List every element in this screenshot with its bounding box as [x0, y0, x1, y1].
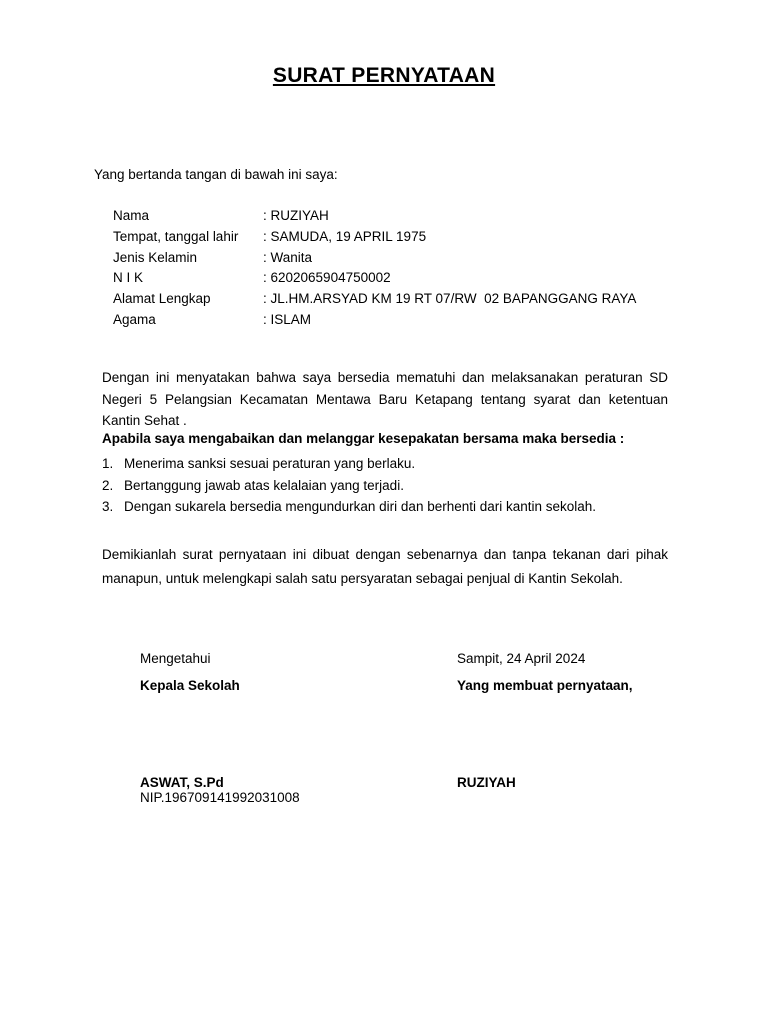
list-text: Dengan sukarela bersedia mengundurkan diri dan berhenti dari kantin sekolah.: [124, 499, 597, 514]
statement-paragraph: Dengan ini menyatakan bahwa saya bersedia mematuhi dan melaksanakan peraturan SD Negeri 5 Pelangsian Kecamatan Mentawa Baru Ketapang tentang syarat dan ketentuan Kantin Sehat .: [102, 370, 668, 428]
page-title: SURAT PERNYATAAN: [272, 64, 496, 87]
identity-label: Alamat Lengkap: [113, 291, 211, 307]
identity-value: : RUZIYAH: [263, 208, 329, 223]
conditions-list: [102, 453, 596, 518]
closing-paragraph: Demikianlah surat pernyataan ini dibuat dengan sebenarnya dan tanpa tekanan dari pihak manapun, untuk melengkapi salah satu persyaratan sebagai penjual di Kantin Sekolah.: [102, 547, 668, 586]
intro-text: Yang bertanda tangan di bawah ini saya:: [94, 167, 338, 182]
declarant-name: RUZIYAH: [457, 775, 516, 790]
list-text: Menerima sanksi sesuai peraturan yang berlaku.: [124, 456, 416, 471]
list-number: 1.: [102, 456, 114, 471]
list-number: 2.: [102, 477, 114, 493]
principal-title: Kepala Sekolah: [140, 678, 240, 693]
list-text: Bertanggung jawab atas kelalaian yang terjadi.: [124, 477, 404, 493]
identity-label: N I K: [113, 270, 144, 286]
list-item: [102, 453, 596, 475]
identity-label: Tempat, tanggal lahir: [113, 228, 239, 244]
identity-table: [113, 206, 636, 331]
identity-value: : 6202065904750002: [263, 270, 391, 286]
identity-row-nik: [113, 268, 636, 289]
conditions-heading: Apabila saya mengabaikan dan melanggar kesepakatan bersama maka bersedia :: [102, 431, 625, 446]
identity-value: : ISLAM: [263, 311, 312, 327]
identity-label: Jenis Kelamin: [113, 249, 198, 265]
identity-row-name: [113, 206, 636, 227]
identity-value: : SAMUDA, 19 APRIL 1975: [263, 228, 427, 244]
identity-value: : Wanita: [263, 249, 313, 265]
acknowledged-label: Mengetahui: [140, 651, 211, 666]
identity-value: : JL.HM.ARSYAD KM 19 RT 07/RW 02 BAPANGGANG RAYA: [263, 291, 637, 307]
declarant-role: Yang membuat pernyataan,: [457, 678, 633, 693]
place-date: Sampit, 24 April 2024: [457, 651, 586, 666]
identity-row-gender: [113, 248, 636, 269]
principal-name: ASWAT, S.Pd: [140, 775, 224, 790]
list-item: [102, 475, 596, 497]
list-item: [102, 496, 596, 518]
principal-nip: NIP.196709141992031008: [140, 790, 300, 805]
identity-row-address: [113, 289, 636, 310]
list-number: 3.: [102, 499, 114, 514]
identity-row-religion: [113, 310, 636, 331]
identity-label: Agama: [113, 311, 156, 327]
identity-row-birth: [113, 227, 636, 248]
identity-label: Nama: [113, 208, 150, 223]
